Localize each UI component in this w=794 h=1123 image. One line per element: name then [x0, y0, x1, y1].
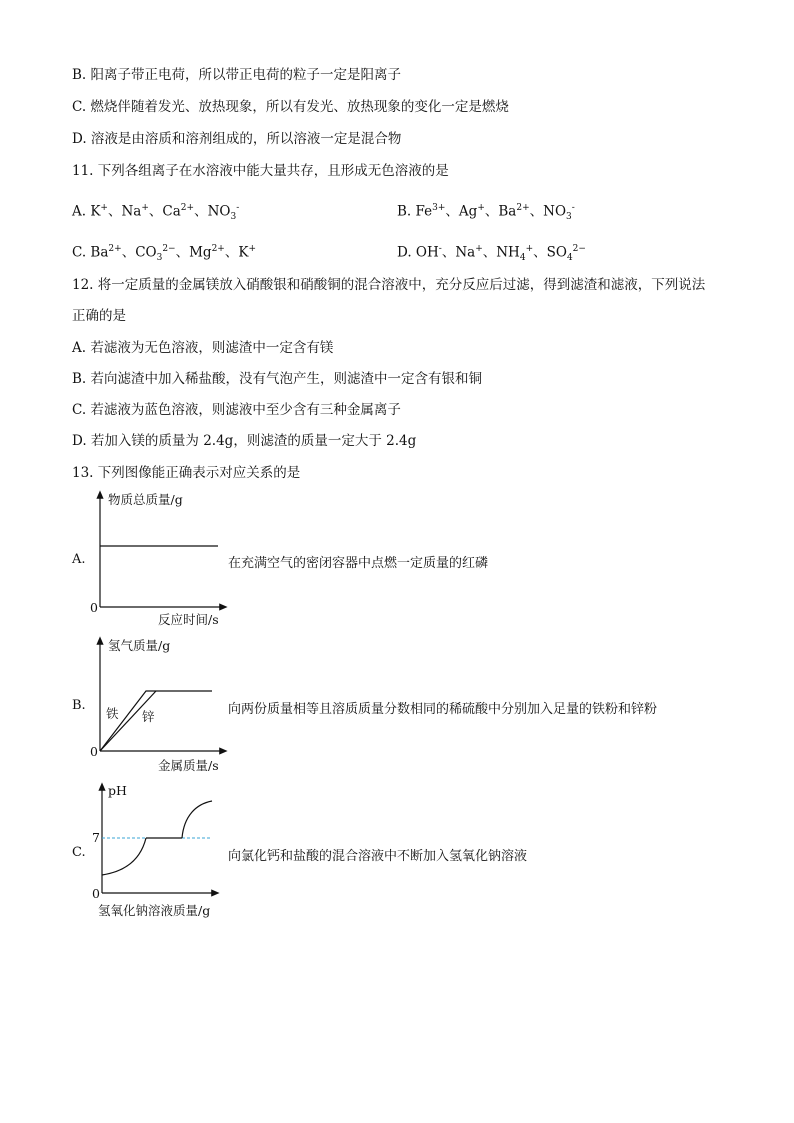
q12-stem-line2: 正确的是 [72, 308, 126, 324]
q13-graph-a [90, 488, 230, 628]
q11-stem: 11. 下列各组离子在水溶液中能大量共存，且形成无色溶液的是 [72, 163, 449, 179]
q13-option-b-label: B. [72, 698, 86, 713]
q11-option-d: D. OH-、Na+、$NH_4^+$、$SO_4^{2-}$ [397, 244, 586, 264]
q12-stem-line1: 12. 将一定质量的金属镁放入硝酸银和硝酸铜的混合溶液中，充分反应后过滤，得到滤渣和滤液，下列说法 [72, 277, 706, 293]
x-axis-label: 反应时间/s [158, 612, 219, 627]
q12-option-c: C. 若滤液为蓝色溶液，则滤液中至少含有三种金属离子 [72, 402, 401, 418]
origin-label: 0 [90, 744, 98, 759]
q12-option-a: A. 若滤液为无色溶液，则滤渣中一定含有镁 [72, 340, 334, 356]
x-axis-label: 氢氧化钠溶液质量/g [98, 903, 211, 918]
q13-option-a-label: A. [72, 552, 86, 567]
q13-option-b-desc: 向两份质量相等且溶质质量分数相同的稀硫酸中分别加入足量的铁粉和锌粉 [228, 702, 658, 717]
y-axis-label: 物质总质量/g [108, 492, 183, 507]
q13-graph-b [90, 634, 230, 774]
q13-stem: 13. 下列图像能正确表示对应关系的是 [72, 465, 301, 481]
origin-label: 0 [90, 600, 98, 615]
y-axis-label: pH [108, 783, 127, 798]
q13-option-a-desc: 在充满空气的密闭容器中点燃一定质量的红磷 [228, 556, 489, 571]
zinc-label: 锌 [142, 709, 155, 724]
q12-option-d: D. 若加入镁的质量为 2.4g，则滤渣的质量一定大于 2.4g [72, 433, 417, 449]
iron-label: 铁 [106, 706, 119, 721]
iron-line [100, 691, 212, 751]
q11-option-c: C. $Ba^{2+}$、$CO_3^{2-}$、$Mg^{2+}$、K+ [72, 244, 256, 264]
q10-option-b: B. 阳离子带正电荷，所以带正电荷的粒子一定是阳离子 [72, 67, 402, 83]
q13-graph-c [90, 780, 240, 922]
q10-option-d: D. 溶液是由溶质和溶剂组成的，所以溶液一定是混合物 [72, 131, 402, 147]
q11-option-b: B. $Fe^{3+}$、Ag+、$Ba^{2+}$、$NO_3^-$ [397, 203, 575, 223]
origin-label: 0 [92, 886, 100, 901]
y-axis-label: 氢气质量/g [108, 638, 171, 653]
q12-option-b: B. 若向滤渣中加入稀盐酸，没有气泡产生，则滤渣中一定含有银和铜 [72, 371, 483, 387]
q13-option-c-label: C. [72, 845, 86, 860]
ph-curve-base [182, 801, 212, 838]
x-axis-label: 金属质量/s [158, 758, 219, 773]
tick-7-label: 7 [92, 830, 100, 845]
q13-option-c-desc: 向氯化钙和盐酸的混合溶液中不断加入氢氧化钠溶液 [228, 849, 528, 864]
q10-option-c: C. 燃烧伴随着发光、放热现象，所以有发光、放热现象的变化一定是燃烧 [72, 99, 509, 115]
q11-option-a: A. K+、Na+、$Ca^{2+}$、$NO_3^-$ [72, 203, 240, 223]
ph-curve-acid [102, 838, 146, 875]
